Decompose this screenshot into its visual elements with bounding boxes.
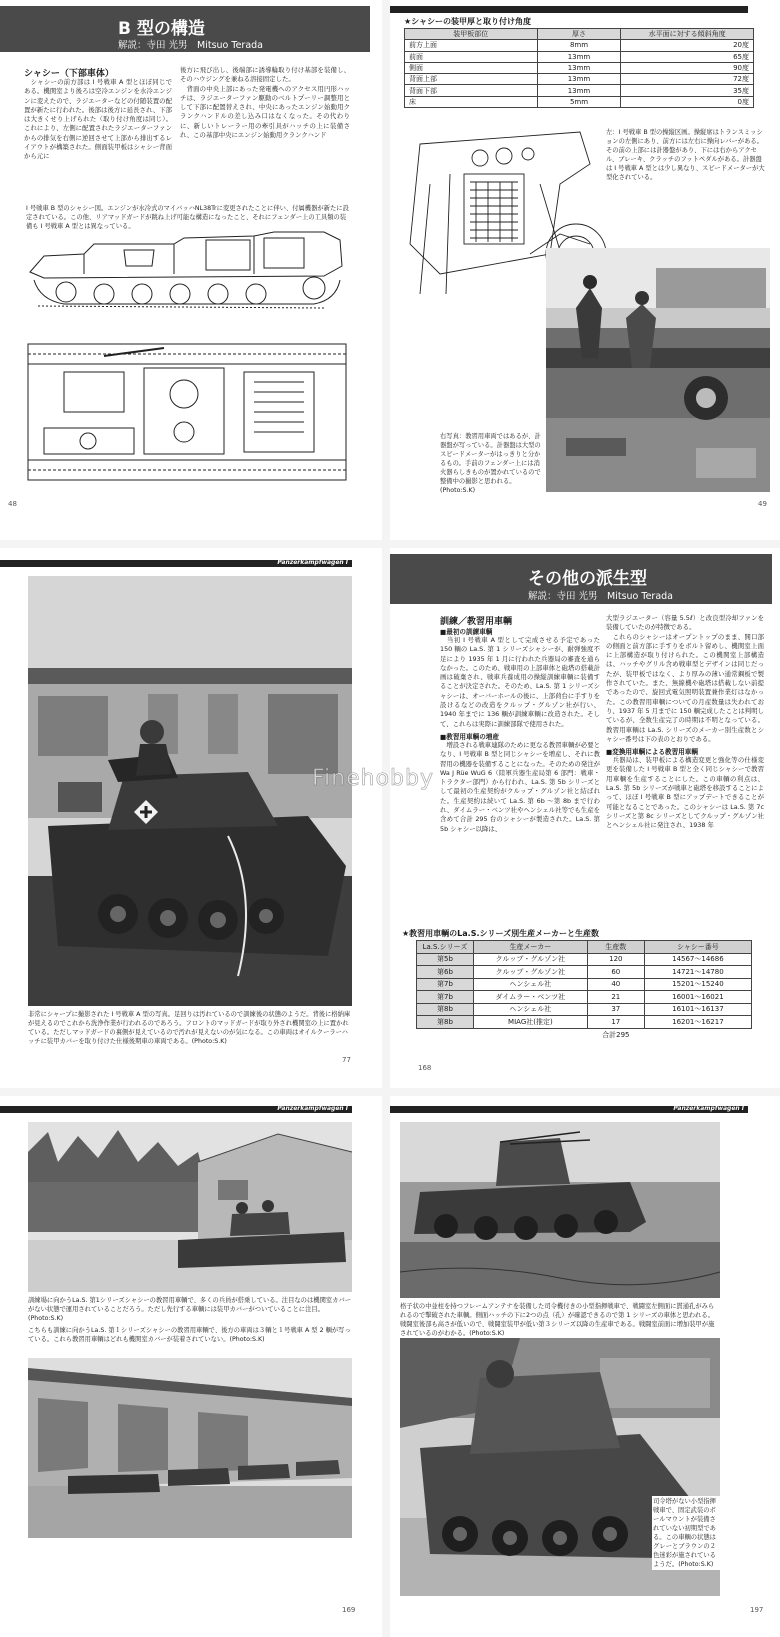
table-row <box>405 85 754 96</box>
top-bar <box>0 1106 352 1113</box>
table-total: 合計295 <box>602 1030 630 1039</box>
table-cell: 第8b <box>417 1016 474 1029</box>
table-cell: 第7b <box>417 978 474 991</box>
table-cell: 床 <box>405 96 538 107</box>
table-cell: 35度 <box>621 85 754 96</box>
table-cell: 37 <box>587 1003 644 1016</box>
caption-driver-compartment: 左：I 号戦車 B 型の操縦区画。操縦席はトランスミッションの左側にあり、前方には左右に操向レバーがある。その前の上部には計器盤があり、下には右からアクセル、ブレーキ、クラッチのフットペダルがある。計器盤は I 号戦車 A 型とは少し異なり、スピードメーターが大型化されている。 <box>606 129 765 181</box>
table-cell: 120 <box>587 953 644 966</box>
caption-panzer-a: 非常にシャープに撮影された I 号戦車 A 型の写真。足回りは汚れているので訓練後の状態のようだ。背後に格納庫が見えるのでこれから洗浄作業が行われるのであろう。フロントのマッドガードが取り外され機関室の上に置かれている。ただしマッドガードの裏側が見えているので汚れが見えないのが気になる。この車両はオイルクーラーハッチに装甲カバーを取り付けた仕様後期車の車両である。(Photo:S.K) <box>28 1011 351 1045</box>
table-cell: 5mm <box>537 96 621 107</box>
page-number: 169 <box>342 1606 356 1614</box>
body-text: 大型ラジエーター（容量 5.5ℓ）と改良型冷却ファンを装備していたのが特徴である。 これらのシャシーはオープントップのまま、開口部の側面と前方部に手すりをボルト留めし、機関室上面に上部構造が取り付けられた。この機関室上部構造は、ハッチやグリル含め戦車型とデザインは同じだったが、装甲板ではなく、より厚みの薄い通常鋼板で製作されていた。また、無線機や砲塔は搭載しない前提であったので、旋回式電気照明装置兼作業灯はなかった。この教習用車輌についての月産数量は失われており、1937 年 5 月までに 150 輌完成したことは判明しているが、全数生産完了の時期は不明となっている。教習用車輌は La.S. シリーズのメーカー別生産数とシャシー番号は下の表のとおりである。 <box>606 614 764 743</box>
page-169 <box>0 1096 382 1637</box>
table-cell: 14567〜14686 <box>644 953 751 966</box>
table-cell: ダイムラー・ベンツ社 <box>473 991 587 1004</box>
table-cell: 13mm <box>537 51 621 62</box>
table-cell: ヘンシェル社 <box>473 1003 587 1016</box>
table-row <box>417 966 752 979</box>
table-cell: ヘンシェル社 <box>473 978 587 991</box>
page-77 <box>0 548 382 1088</box>
armor-table <box>404 28 754 108</box>
photo-maintenance <box>546 248 770 492</box>
table-cell: 側面 <box>405 62 538 73</box>
table-cell: 13mm <box>537 74 621 85</box>
caption-small-command-tank: 司令塔がない小型指揮戦車で、固定武装のボールマウントが装備されていない初期型である。この車輌の状態はグレーとブラウンの２色迷彩が施されているようだ。(Photo:S.K) <box>652 1496 722 1570</box>
body-text: 増設される戦車連隊のために更なる教習車輌が必要となり、I 号戦車 B 型と同じシャシーを増産し、それに教習用の機器を装備することになった。そのための発注が Wa J Rüe WuG 6（陸軍兵器生産局第 6 部門：戦車・トラクター部門）から行われ、La.S. 第 5b シリーズとして最初の生産契約がクルップ・グルゾン社と結ばれた。生産契約は続いて La.S. 第 6b ～第 8b まで行われ、ダイムラー・ベンツ社やヘンシェル社等でも生産を含めて合計 295 台のシャシーが製造された。La.S. 第 5b シャシー以降は、 <box>440 740 600 833</box>
table-cell: 16201〜16217 <box>644 1016 751 1029</box>
page-header <box>0 6 370 52</box>
page-49 <box>390 0 780 540</box>
table-cell: 前方上面 <box>405 40 538 51</box>
top-bar <box>390 6 748 13</box>
table-header: シャシー番号 <box>644 941 751 954</box>
series-brand: Panzerkampfwagen I <box>277 559 348 566</box>
photo-training-vehicle-2 <box>28 1358 352 1538</box>
table-row <box>405 96 754 107</box>
table-cell: 0度 <box>621 96 754 107</box>
diagram-caption: I 号戦車 B 型のシャシー図。エンジンが水冷式のマイバッハNL38Trに変更されたことに伴い、付属機器が新たに設定されている。この他、リアマッドガードが跳ね上げ可能な構造になったこと、それにフェンダー上の工具類の装備も I 号戦車 A 型とは異なっている。 <box>26 205 349 230</box>
table-cell: 第5b <box>417 953 474 966</box>
table-row <box>405 51 754 62</box>
series-brand: Panzerkampfwagen I <box>277 1105 348 1112</box>
body-column-1: シャシーの前方部は I 号戦車 A 型とほぼ同じである。機関室より後ろは空冷エンジンを水冷エンジンに変えたので、ラジエーターなどの付随装置の配置が新たに行われた。後部は後方に延長され、下部は大きくせり上げられた（取り付け角度は同じ）。これにより、左側に配置されたラジエーターファンからの排気を右側に逆回させて上部から排出するレイアウトが構築された。側面装甲板はシャシー背面から元に <box>24 78 172 161</box>
section-heading: 訓練／教習用車輌 <box>440 617 513 627</box>
table-row <box>417 953 752 966</box>
table-row <box>405 62 754 73</box>
photo-command-tank <box>400 1122 720 1298</box>
table-cell: 前面 <box>405 51 538 62</box>
photo-panzer-a <box>28 576 352 1006</box>
body-column-2 <box>606 614 764 831</box>
table-cell: 背面上部 <box>405 74 538 85</box>
table-header: 装甲板部位 <box>405 29 538 40</box>
table-cell: 13mm <box>537 62 621 73</box>
table-cell: 第7b <box>417 991 474 1004</box>
author-credit: 解説：寺田 光男 Mitsuo Terada <box>528 591 673 602</box>
table-row <box>405 74 754 85</box>
body-text: 当初 I 号戦車 A 型として完成させる予定であった 150 輌の La.S. 第 1 シリーズシャシーが、耐弾強度不足により 1935 年 1 月に行われた兵器局の審査を通らなかった。このため、戦車用の上部車体と砲塔の搭載計画は破棄され、戦車兵養成用の操縦訓練車輌に装備することが決定された。そのため、La.S. 第 1 シリーズシャシーは、オーバーホールの後に、上部荷台に手すりを設けるなどの改造をクルップ・グルゾン社が行い、1940 年までに 136 輌が訓練車輌に改造された。そして、これらは実際に訓練部隊で使用された。 <box>440 636 600 728</box>
page-title: B 型の構造 <box>118 19 205 39</box>
subheading: ■変換用車輌による教習用車輌 <box>606 748 698 757</box>
body-column-1 <box>440 626 600 834</box>
caption-maintenance: 右写真：教習用車両ではあるが、計器盤が写っている。計器盤は大型のスピードメーターがはっきりと分かるもの。手前のフェンダー上には消火器らしきものが置かれているので整備中の撮影と思われる。(Photo:S.K) <box>440 433 541 494</box>
table-header: 生産数 <box>587 941 644 954</box>
table-cell: 21 <box>587 991 644 1004</box>
watermark: Finehobby <box>312 766 434 791</box>
table-cell: 第6b <box>417 966 474 979</box>
body-text: 兵器局は、装甲板による構造変更と強化等の仕様変更を装備した I 号戦車 B 型と全く同じシャシーで教習用車輌を生産することにした。この車輌の利点は、La.S. 第 5b シリーズが戦車と砲塔を移設することによって、ほぼ I 号戦車 B 型にアップデートできることが可能となることであった。このシャシーは La.S. 第 7c シリーズと第 8c シリーズとしてクルップ・グルゾン社とヘンシェル社に発注され、1938 年 <box>606 756 764 830</box>
production-table-title: ★教習用車輌のLa.S.シリーズ別生産メーカーと生産数 <box>402 929 599 938</box>
table-cell: 17 <box>587 1016 644 1029</box>
table-cell: 背面下部 <box>405 85 538 96</box>
production-table <box>416 940 752 1041</box>
page-number: 197 <box>750 1606 764 1614</box>
page-number: 48 <box>8 500 17 508</box>
table-cell: 16001〜16021 <box>644 991 751 1004</box>
table-cell: 15201〜15240 <box>644 978 751 991</box>
table-cell: 72度 <box>621 74 754 85</box>
table-cell: 14721〜14780 <box>644 966 751 979</box>
table-header-row <box>417 941 752 954</box>
table-cell: 16101〜16137 <box>644 1003 751 1016</box>
table-header: 水平面に対する傾斜角度 <box>621 29 754 40</box>
table-row <box>417 991 752 1004</box>
author-credit: 解説：寺田 光男 Mitsuo Terada <box>118 40 263 51</box>
chassis-top-drawing <box>24 338 350 486</box>
subheading: ■教習用車輌の増産 <box>440 732 499 741</box>
table-row <box>417 1003 752 1016</box>
page-number: 168 <box>418 1064 432 1072</box>
page-number: 77 <box>342 1056 351 1064</box>
page-197 <box>390 1096 780 1637</box>
series-brand: Panzerkampfwagen I <box>673 1105 744 1112</box>
table-cell: MIAG社(推定) <box>473 1016 587 1029</box>
page-number: 49 <box>758 500 767 508</box>
table-header: 厚さ <box>537 29 621 40</box>
section-heading: シャシー（下部車体） <box>24 69 114 79</box>
caption-training-1: 訓練場に向かうLa.S. 第1シリーズシャシーの教習用車輌で、多くの兵員が搭乗している。注目なのは機関室カバーがない状態で運用されていることだろう。ただし先行する車輌には装甲カバーがついていることに注目。(Photo:S.K) <box>28 1297 352 1322</box>
photo-training-vehicle-1 <box>28 1122 352 1292</box>
table-row <box>417 1016 752 1029</box>
table-header: La.S.シリーズ <box>417 941 474 954</box>
caption-command-tank: 格子状の中並柱を持つフレームアンテナを装備した司令機付きの小型指揮戦車で、戦闘室左側面に貫通孔がみられるので撃破された車輌。側面ハッチの下に2つの点（孔）が確認できるので第 1 シリーズの車体と思われる。戦闘室後部も高さが低いので、戦闘室装甲が低い第３シリーズ以降の生産車である。戦闘室前面に増加装甲が施されているのがわかる。(Photo:S.K) <box>400 1303 715 1337</box>
table-header: 生産メーカー <box>473 941 587 954</box>
table-cell: 90度 <box>621 62 754 73</box>
table-total-row <box>417 1028 752 1041</box>
top-bar <box>0 560 352 567</box>
table-cell: 40 <box>587 978 644 991</box>
page-header <box>390 554 772 604</box>
table-cell: クルップ・グルゾン社 <box>473 953 587 966</box>
table-cell: 8mm <box>537 40 621 51</box>
table-cell: 第8b <box>417 1003 474 1016</box>
armor-table-title: ★シャシーの装甲厚と取り付け角度 <box>404 17 532 26</box>
caption-training-2: こちらも訓練に向かうLa.S. 第１シリーズシャシーの教習用車輌で、後方の車両は３輌と１号戦車 A 型 2 輌が写っている。これら教習用車輌はどれも機関室カバーが装着されていない。(Photo:S.K) <box>28 1327 351 1343</box>
table-header-row <box>405 29 754 40</box>
body-column-2: 後方に飛び出し、後端部に誘導輪取り付け基部を装備し、そのハウジングを兼ねる溶接固定した。 背面の中央上部にあった発電機へのアクセス用円形ハッチは、ラジエーターファン駆動のベルトプーリー調整用として下部に配置替えされ、中央にあったエンジン始動用クランクハンドルの差し込み口はなくなった。その代わりに、新しいトレーラー用の牽引具がハッチの上に装備され、この基部中央にエンジン始動用クランクハンド <box>180 66 350 140</box>
page-48 <box>0 0 382 540</box>
table-row <box>417 978 752 991</box>
table-cell: クルップ・グルゾン社 <box>473 966 587 979</box>
table-cell: 13mm <box>537 85 621 96</box>
table-row <box>405 40 754 51</box>
table-cell: 20度 <box>621 40 754 51</box>
page-title: その他の派生型 <box>528 569 647 589</box>
chassis-side-drawing <box>24 226 350 318</box>
subheading: ■最初の訓練車輌 <box>440 628 493 636</box>
table-cell: 60 <box>587 966 644 979</box>
table-cell: 65度 <box>621 51 754 62</box>
top-bar <box>390 1106 748 1113</box>
